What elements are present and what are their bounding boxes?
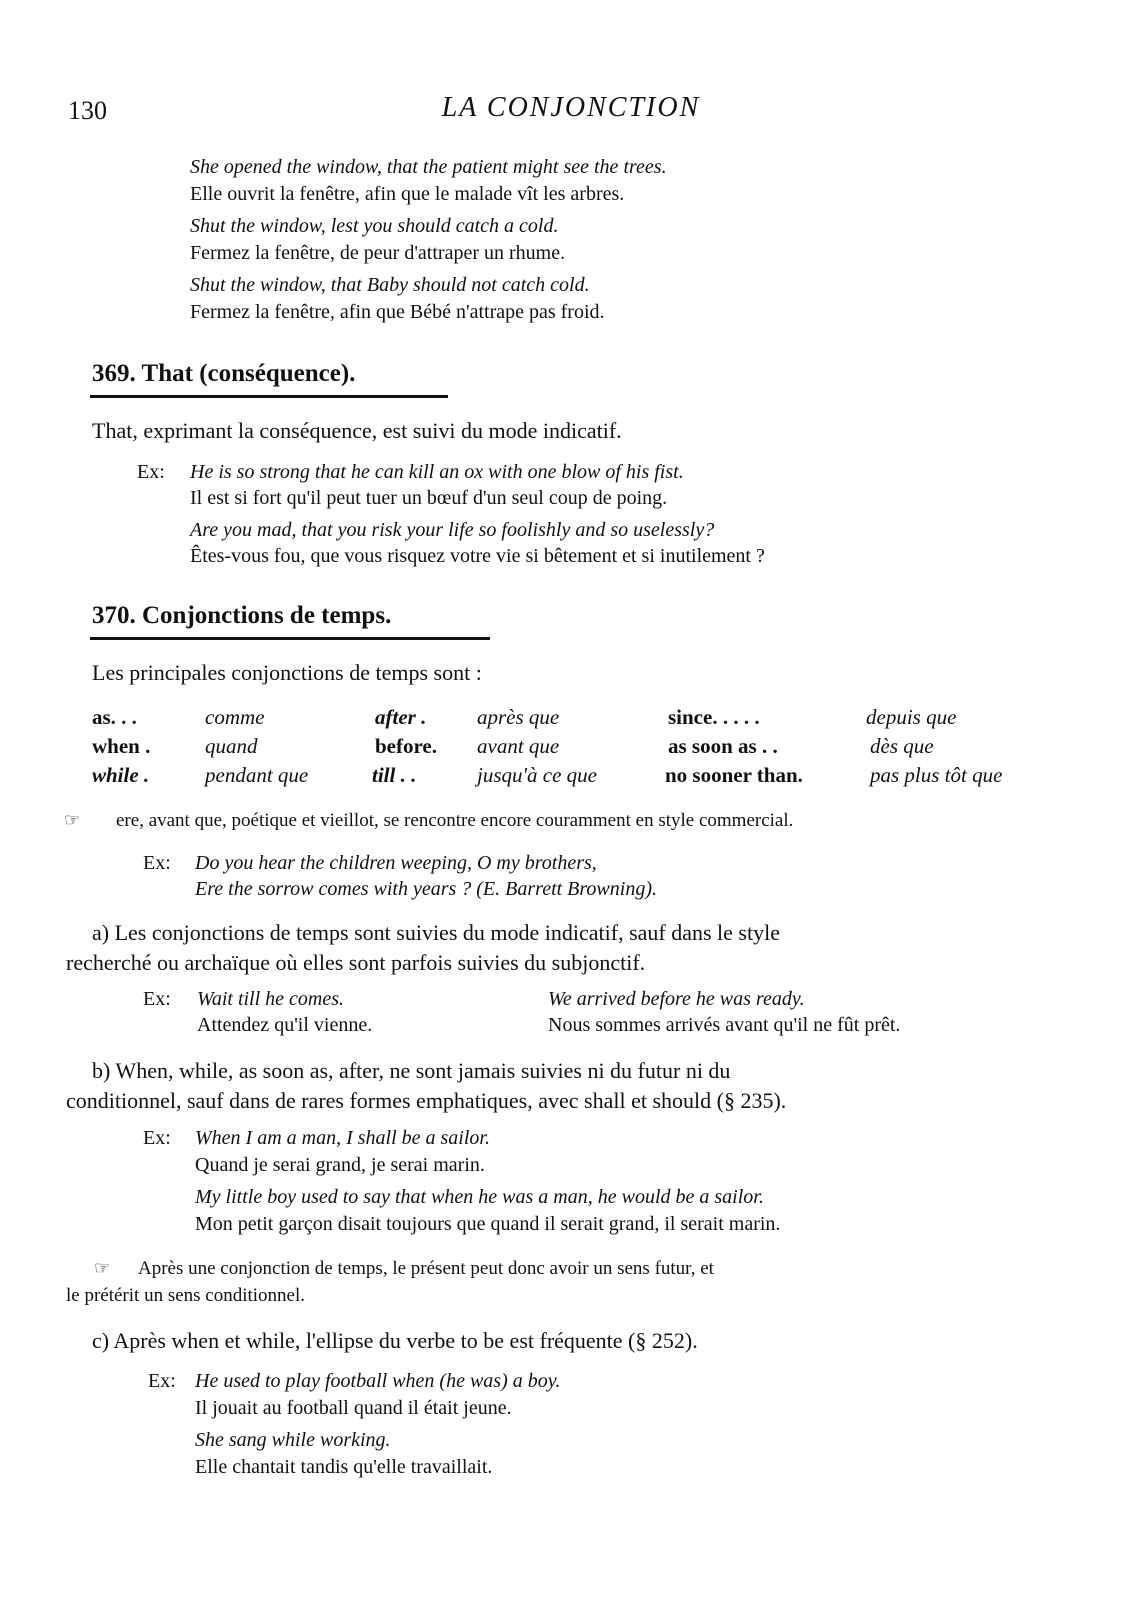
c-example-fr-2: Elle chantait tandis qu'elle travaillait. [195,1456,493,1478]
c-example-fr-1: Il jouait au football quand il était jeune. [195,1397,512,1419]
note-present-line-1: Après une conjonction de temps, le présent peut donc avoir un sens futur, et [138,1258,714,1279]
table-cell-en: since. . . . . [668,705,760,729]
section-369-rule: That, exprimant la conséquence, est suivi du mode indicatif. [92,418,622,443]
section-370-intro: Les principales conjonctions de temps sont : [92,660,482,685]
table-cell-fr: pas plus tôt que [870,763,1003,787]
table-cell-en: till . . [372,763,417,787]
ex-label: Ex: [148,1370,176,1392]
table-cell-en: before. [375,734,438,758]
ere-example-line-2: Ere the sorrow comes with years ? (E. Barrett Browning). [195,878,657,900]
intro-example-en-1: She opened the window, that the patient might see the trees. [190,156,667,178]
table-cell-en: no sooner than. [665,763,803,787]
note-ere: ere, avant que, poétique et vieillot, se rencontre encore couramment en style commercial. [116,810,794,831]
table-cell-fr: après que [477,705,560,729]
para-c: c) Après when et while, l'ellipse du verbe to be est fréquente (§ 252). [92,1328,698,1353]
section-370-heading: 370. Conjonctions de temps. [92,602,392,629]
para-a-line-1: a) Les conjonctions de temps sont suivies du mode indicatif, sauf dans le style [92,920,780,945]
a-example-right-fr: Nous sommes arrivés avant qu'il ne fût prêt. [548,1014,901,1036]
intro-example-en-3: Shut the window, that Baby should not catch cold. [190,274,590,296]
table-cell-en: when . [92,734,151,758]
table-cell-fr: jusqu'à ce que [477,763,597,787]
intro-example-fr-1: Elle ouvrit la fenêtre, afin que le malade vît les arbres. [190,183,625,205]
s369-example-fr-2: Êtes-vous fou, que vous risquez votre vie si bêtement et si inutilement ? [190,545,765,567]
table-cell-en: after . [375,705,427,729]
ere-example-line-1: Do you hear the children weeping, O my brothers, [195,852,597,874]
a-example-left-fr: Attendez qu'il vienne. [197,1014,373,1036]
para-b-line-1: b) When, while, as soon as, after, ne sont jamais suivies ni du futur ni du [92,1058,731,1083]
table-cell-fr: depuis que [866,705,957,729]
s369-example-en-2: Are you mad, that you risk your life so foolishly and so uselessly? [190,519,715,541]
table-cell-fr: pendant que [205,763,309,787]
s369-example-fr-1: Il est si fort qu'il peut tuer un bœuf d'un seul coup de poing. [190,487,668,509]
table-cell-fr: quand [205,734,258,758]
table-cell-en: as soon as . . [668,734,778,758]
table-cell-en: while . [92,763,150,787]
ex-label: Ex: [137,461,165,483]
para-a-line-2: recherché ou archaïque où elles sont parfois suivies du subjonctif. [66,950,646,975]
para-b-line-2: conditionnel, sauf dans de rares formes emphatiques, avec shall et should (§ 235). [66,1088,787,1113]
section-369-heading: 369. That (conséquence). [92,360,356,387]
intro-example-fr-3: Fermez la fenêtre, afin que Bébé n'attrape pas froid. [190,301,605,323]
table-cell-en: as. . . [92,705,137,729]
page-number: 130 [68,96,107,125]
section-369-underline [90,395,448,398]
b-example-en-2: My little boy used to say that when he was a man, he would be a sailor. [195,1186,764,1208]
b-example-fr-1: Quand je serai grand, je serai marin. [195,1154,485,1176]
table-cell-fr: avant que [477,734,560,758]
a-example-left-en: Wait till he comes. [197,988,345,1010]
s369-example-en-1: He is so strong that he can kill an ox with one blow of his fist. [190,461,684,483]
note-present-line-2: le prétérit un sens conditionnel. [66,1285,306,1306]
c-example-en-1: He used to play football when (he was) a boy. [195,1370,561,1392]
ex-label: Ex: [143,988,171,1010]
pointing-hand-icon: ☞ [64,810,81,830]
section-370-underline [90,637,490,640]
intro-example-fr-2: Fermez la fenêtre, de peur d'attraper un rhume. [190,242,566,264]
pointing-hand-icon: ☞ [94,1258,111,1278]
intro-example-en-2: Shut the window, lest you should catch a cold. [190,215,559,237]
a-example-right-en: We arrived before he was ready. [548,988,805,1010]
table-cell-fr: dès que [870,734,934,758]
ex-label: Ex: [143,852,171,874]
ex-label: Ex: [143,1127,171,1149]
b-example-fr-2: Mon petit garçon disait toujours que quand il serait grand, il serait marin. [195,1213,781,1235]
b-example-en-1: When I am a man, I shall be a sailor. [195,1127,490,1149]
table-cell-fr: comme [205,705,265,729]
c-example-en-2: She sang while working. [195,1429,391,1451]
page-title: LA CONJONCTION [441,92,701,123]
